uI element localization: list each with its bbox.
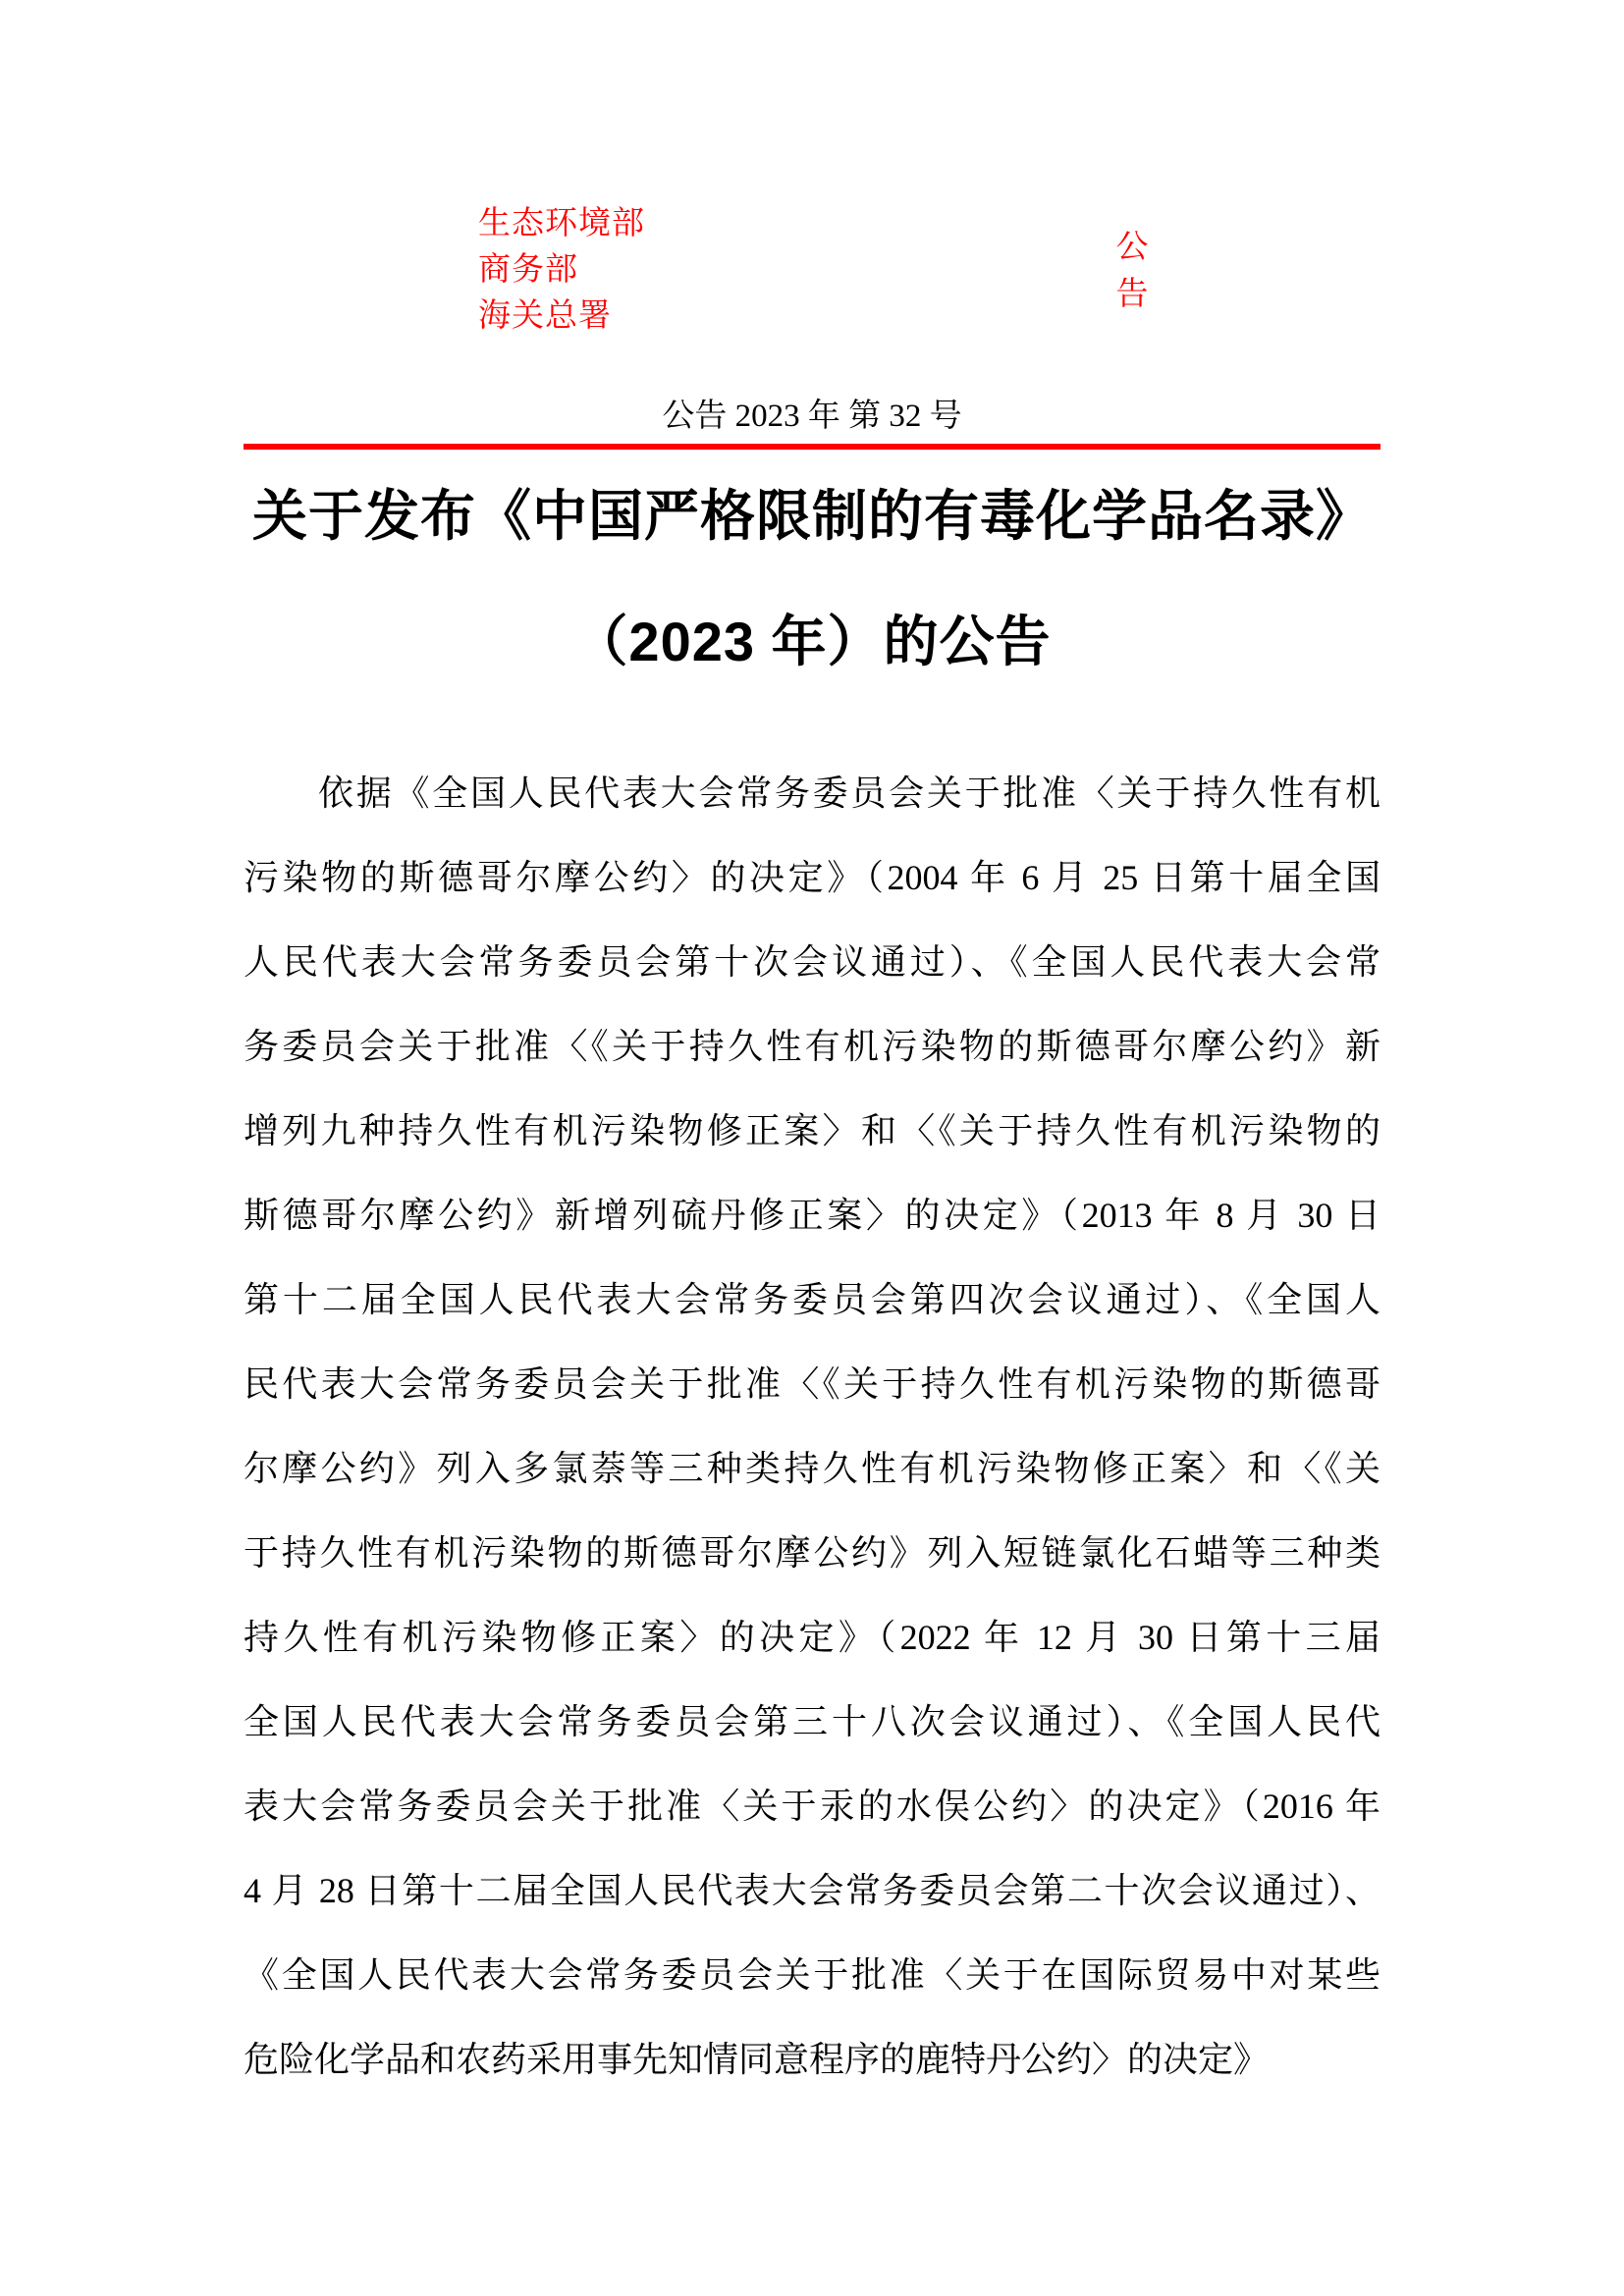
document-title-line1: 关于发布《中国严格限制的有毒化学品名录》 <box>252 485 1372 547</box>
red-divider-rule <box>244 444 1380 450</box>
agency-name: 生态环境部 <box>478 206 645 241</box>
body-line: 污染物的斯德哥尔摩公约〉的决定》（2004 年 6 月 25 日第十届全国 <box>244 858 1380 897</box>
body-line: 《全国人民代表大会常务委员会关于批准〈关于在国际贸易中对某些 <box>244 1955 1380 1995</box>
body-line: 于持久性有机污染物的斯德哥尔摩公约》列入短链氯化石蜡等三种类 <box>244 1533 1380 1573</box>
issuing-agencies <box>478 201 645 340</box>
body-line: 斯德哥尔摩公约》新增列硫丹修正案〉的决定》（2013 年 8 月 30 日 <box>244 1196 1380 1235</box>
body-line: 务委员会关于批准〈《关于持久性有机污染物的斯德哥尔摩公约》新 <box>244 1027 1380 1066</box>
body-line: 表大会常务委员会关于批准〈关于汞的水俣公约〉的决定》（2016 年 <box>244 1787 1380 1826</box>
agency-name: 海关总署 <box>478 298 612 334</box>
body-line: 依据《全国人民代表大会常务委员会关于批准〈关于持久性有机 <box>318 774 1380 813</box>
body-line: 人民代表大会常务委员会第十次会议通过）、《全国人民代表大会常 <box>244 942 1380 982</box>
document-number: 公告 2023 年 第 32 号 <box>662 399 962 434</box>
body-line: 第十二届全国人民代表大会常务委员会第四次会议通过）、《全国人 <box>244 1280 1380 1319</box>
body-paragraph <box>244 751 1380 2102</box>
notice-char: 公 <box>1115 230 1149 265</box>
document-title-line2: （2023 年）的公告 <box>572 611 1052 672</box>
body-line: 增列九种持久性有机污染物修正案〉和〈《关于持久性有机污染物的 <box>244 1111 1380 1150</box>
body-line: 民代表大会常务委员会关于批准〈《关于持久性有机污染物的斯德哥 <box>244 1364 1380 1404</box>
body-line: 危险化学品和农药采用事先知情同意程序的鹿特丹公约〉的决定》 <box>244 2040 1270 2079</box>
agency-name: 商务部 <box>478 252 578 288</box>
body-line: 4 月 28 日第十二届全国人民代表大会常务委员会第二十次会议通过）、 <box>244 1871 1380 1910</box>
body-line: 持久性有机污染物修正案〉的决定》（2022 年 12 月 30 日第十三届 <box>244 1618 1380 1657</box>
notice-label-vertical <box>1112 224 1152 318</box>
body-line: 全国人民代表大会常务委员会第三十八次会议通过）、《全国人民代 <box>244 1702 1380 1741</box>
body-line: 尔摩公约》列入多氯萘等三种类持久性有机污染物修正案〉和〈《关 <box>244 1449 1380 1488</box>
notice-char: 告 <box>1115 277 1149 312</box>
